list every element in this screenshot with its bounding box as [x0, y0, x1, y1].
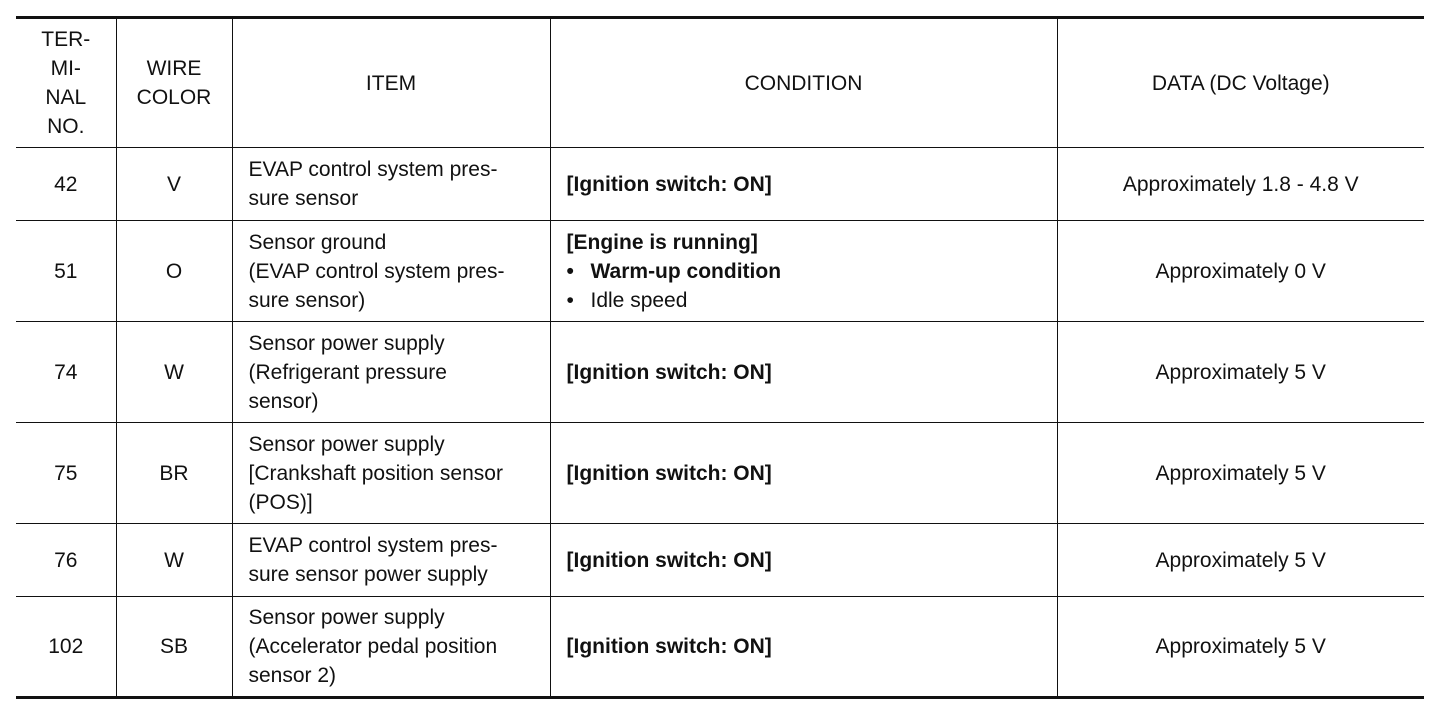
item-cell [232, 148, 550, 221]
item-line: Sensor power supply [248, 331, 445, 355]
item-line: [Crankshaft position sensor [248, 461, 503, 485]
terminal-cell: 42 [16, 148, 116, 221]
item-cell [232, 423, 550, 524]
item-cell [232, 597, 550, 698]
wire-color-cell: W [116, 322, 232, 423]
data-cell: Approximately 5 V [1057, 524, 1424, 597]
condition-cell [550, 322, 1057, 423]
wire-color-cell: W [116, 524, 232, 597]
condition-cell [550, 148, 1057, 221]
item-line: sure sensor power supply [248, 563, 488, 586]
condition-heading: [Ignition switch: ON] [566, 461, 772, 485]
terminal-cell: 75 [16, 423, 116, 524]
item-line: sensor 2) [248, 664, 337, 687]
item-line: (Accelerator pedal position [248, 635, 498, 658]
wire-color-cell: SB [116, 597, 232, 698]
item-line: Sensor power supply [248, 432, 445, 456]
table-row [16, 322, 1424, 423]
item-line: (EVAP control system pres- [248, 259, 505, 283]
item-line: sure sensor) [248, 288, 366, 312]
terminal-cell: 102 [16, 597, 116, 698]
header-terminal-no [16, 18, 116, 148]
wire-color-cell: O [116, 221, 232, 322]
item-line: EVAP control system pres- [248, 534, 498, 557]
header-terminal-line: TER- [41, 28, 91, 51]
condition-bullet: • Warm-up condition [567, 257, 1041, 286]
header-terminal-line: NAL [45, 86, 87, 109]
item-cell [232, 524, 550, 597]
condition-cell [550, 423, 1057, 524]
wire-color-cell: V [116, 148, 232, 221]
condition-heading: [Ignition switch: ON] [566, 548, 772, 572]
condition-heading: [Ignition switch: ON] [566, 172, 772, 196]
header-item: ITEM [232, 18, 550, 148]
header-wire-line: COLOR [136, 86, 212, 109]
terminal-cell: 74 [16, 322, 116, 423]
item-line: (POS)] [248, 490, 313, 514]
condition-cell [550, 221, 1057, 322]
condition-bullet: • Idle speed [567, 286, 1041, 315]
terminal-cell: 76 [16, 524, 116, 597]
ecm-terminal-table [16, 16, 1424, 699]
header-terminal-line: MI- [50, 57, 81, 80]
item-line: sure sensor [248, 187, 359, 210]
condition-cell [550, 597, 1057, 698]
condition-heading: [Ignition switch: ON] [566, 635, 772, 658]
header-wire-line: WIRE [146, 57, 202, 80]
table-row [16, 524, 1424, 597]
table-header-row [16, 18, 1424, 148]
data-cell: Approximately 0 V [1057, 221, 1424, 322]
item-line: Sensor power supply [248, 606, 445, 629]
data-cell: Approximately 5 V [1057, 322, 1424, 423]
terminal-cell: 51 [16, 221, 116, 322]
item-line: EVAP control system pres- [248, 158, 498, 181]
item-cell [232, 221, 550, 322]
header-data: DATA (DC Voltage) [1057, 18, 1424, 148]
header-wire-color [116, 18, 232, 148]
wire-color-cell: BR [116, 423, 232, 524]
table-row [16, 423, 1424, 524]
header-condition: CONDITION [550, 18, 1057, 148]
condition-heading: [Engine is running] [566, 230, 758, 254]
condition-cell [550, 524, 1057, 597]
data-cell: Approximately 1.8 - 4.8 V [1057, 148, 1424, 221]
table-row [16, 597, 1424, 698]
header-terminal-line: NO. [47, 115, 85, 138]
table-row [16, 221, 1424, 322]
item-line: (Refrigerant pressure [248, 360, 447, 384]
item-line: sensor) [248, 389, 319, 413]
item-cell [232, 322, 550, 423]
data-cell: Approximately 5 V [1057, 423, 1424, 524]
condition-heading: [Ignition switch: ON] [566, 360, 772, 384]
table-row [16, 148, 1424, 221]
item-line: Sensor ground [248, 230, 387, 254]
data-cell: Approximately 5 V [1057, 597, 1424, 698]
